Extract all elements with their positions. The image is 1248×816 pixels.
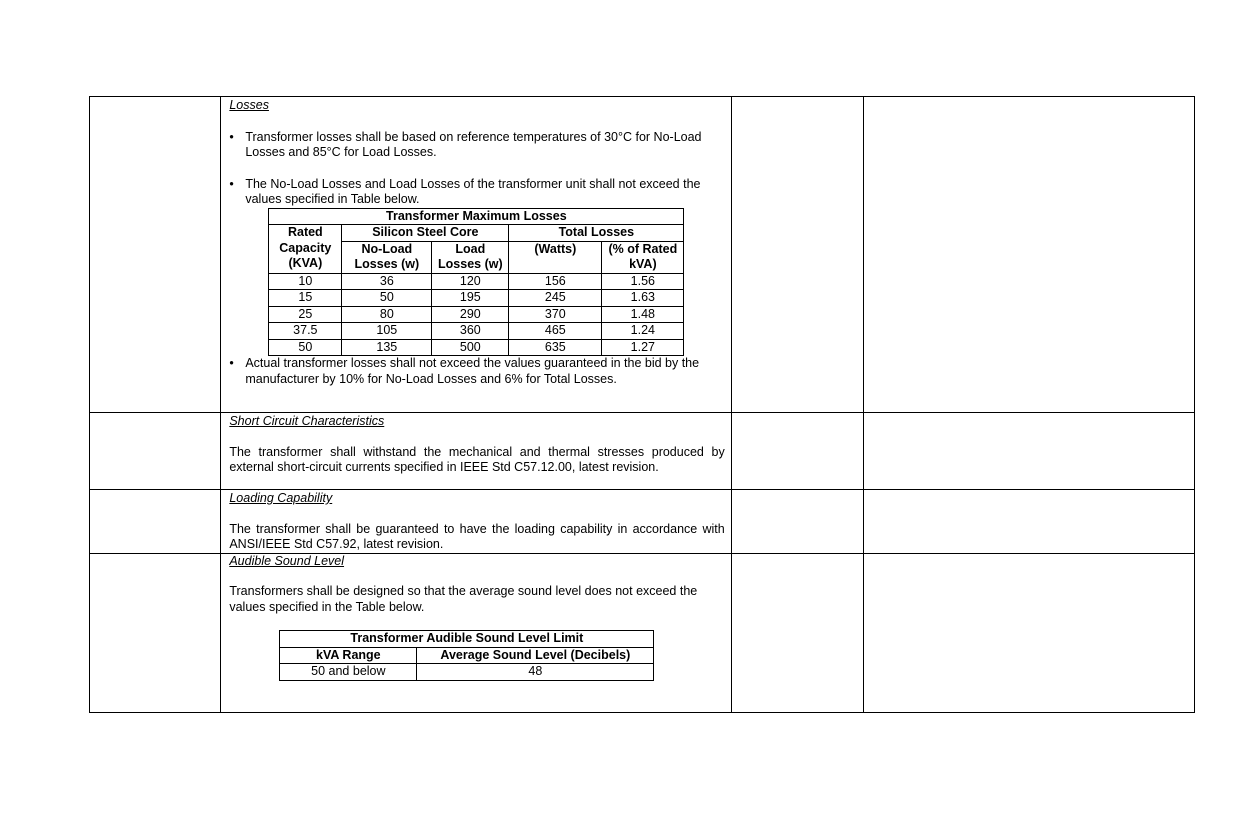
cell: 10 [269, 273, 342, 290]
blank-cell [864, 97, 1195, 413]
spec-table [89, 96, 1195, 713]
cell: 635 [509, 339, 602, 356]
sound-row [90, 553, 1195, 712]
short-circuit-content [221, 413, 731, 490]
col-average-sound: Average Sound Level (Decibels) [417, 647, 654, 664]
losses-heading: Losses [229, 98, 269, 112]
col-kva-range: kVA Range [280, 647, 417, 664]
short-circuit-row [90, 413, 1195, 490]
losses-content [221, 97, 731, 413]
table-row [269, 339, 684, 356]
short-circuit-heading: Short Circuit Characteristics [229, 414, 385, 428]
cell: 156 [509, 273, 602, 290]
cell: 465 [509, 323, 602, 340]
sound-heading: Audible Sound Level [229, 553, 345, 568]
cell: 50 and below [280, 664, 417, 681]
blank-cell [90, 413, 221, 490]
blank-cell [731, 553, 863, 712]
bullet-icon: • [229, 356, 234, 370]
cell: 120 [432, 273, 509, 290]
blank-cell [731, 97, 863, 413]
losses-bullet-2: • The No-Load Losses and Load Losses of the transformer unit shall not exceed the values specified in Table below. [229, 176, 701, 206]
col-no-load: No-Load Losses (w) [342, 241, 432, 273]
loading-content [221, 490, 731, 554]
table-row [280, 664, 654, 681]
loading-row [90, 490, 1195, 554]
sound-text: Transformers shall be designed so that the average sound level does not exceed the values specified in the Table below. [229, 584, 698, 614]
losses-bullet-3: • Actual transformer losses shall not exceed the values guaranteed in the bid by the manufacturer by 10% for No-Load Losses and 6% for Total Losses. [229, 356, 700, 386]
losses-table [268, 208, 684, 357]
group-total-losses: Total Losses [509, 225, 684, 242]
cell: 80 [342, 306, 432, 323]
cell: 370 [509, 306, 602, 323]
bullet-icon: • [229, 129, 234, 144]
losses-table-title: Transformer Maximum Losses [269, 208, 684, 225]
cell: 48 [417, 664, 654, 681]
blank-cell [731, 413, 863, 490]
loading-text: The transformer shall be guaranteed to have the loading capability in accordance with ANSI/IEEE Std C57.92, latest revision. [229, 521, 725, 551]
sound-content [221, 553, 731, 712]
losses-row [90, 97, 1195, 413]
group-silicon-steel: Silicon Steel Core [342, 225, 509, 242]
col-rated-capacity: Rated Capacity (KVA) [269, 225, 342, 274]
cell: 1.63 [602, 290, 684, 307]
col-percent: (% of Rated kVA) [602, 241, 684, 273]
table-row [269, 306, 684, 323]
cell: 50 [342, 290, 432, 307]
blank-cell [90, 553, 221, 712]
cell: 105 [342, 323, 432, 340]
cell: 290 [432, 306, 509, 323]
sound-table [279, 630, 654, 681]
cell: 1.27 [602, 339, 684, 356]
blank-cell [90, 97, 221, 413]
short-circuit-text: The transformer shall withstand the mechanical and thermal stresses produced by external short-circuit currents specified in IEEE Std C57.12.00, latest revision. [229, 444, 725, 474]
sound-table-title: Transformer Audible Sound Level Limit [280, 631, 654, 648]
cell: 1.48 [602, 306, 684, 323]
table-row [269, 290, 684, 307]
cell: 36 [342, 273, 432, 290]
cell: 245 [509, 290, 602, 307]
cell: 360 [432, 323, 509, 340]
cell: 1.56 [602, 273, 684, 290]
blank-cell [731, 490, 863, 554]
cell: 25 [269, 306, 342, 323]
table-row [269, 323, 684, 340]
bullet-icon: • [229, 176, 234, 191]
table-row [269, 273, 684, 290]
cell: 1.24 [602, 323, 684, 340]
cell: 50 [269, 339, 342, 356]
cell: 195 [432, 290, 509, 307]
losses-bullet-1: • Transformer losses shall be based on reference temperatures of 30°C for No-Load Losses and 85°C for Load Losses. [229, 129, 702, 159]
col-load: Load Losses (w) [432, 241, 509, 273]
col-watts: (Watts) [509, 241, 602, 273]
blank-cell [90, 490, 221, 554]
blank-cell [864, 413, 1195, 490]
loading-heading: Loading Capability [229, 491, 333, 505]
cell: 15 [269, 290, 342, 307]
blank-cell [864, 553, 1195, 712]
cell: 37.5 [269, 323, 342, 340]
cell: 135 [342, 339, 432, 356]
cell: 500 [432, 339, 509, 356]
blank-cell [864, 490, 1195, 554]
